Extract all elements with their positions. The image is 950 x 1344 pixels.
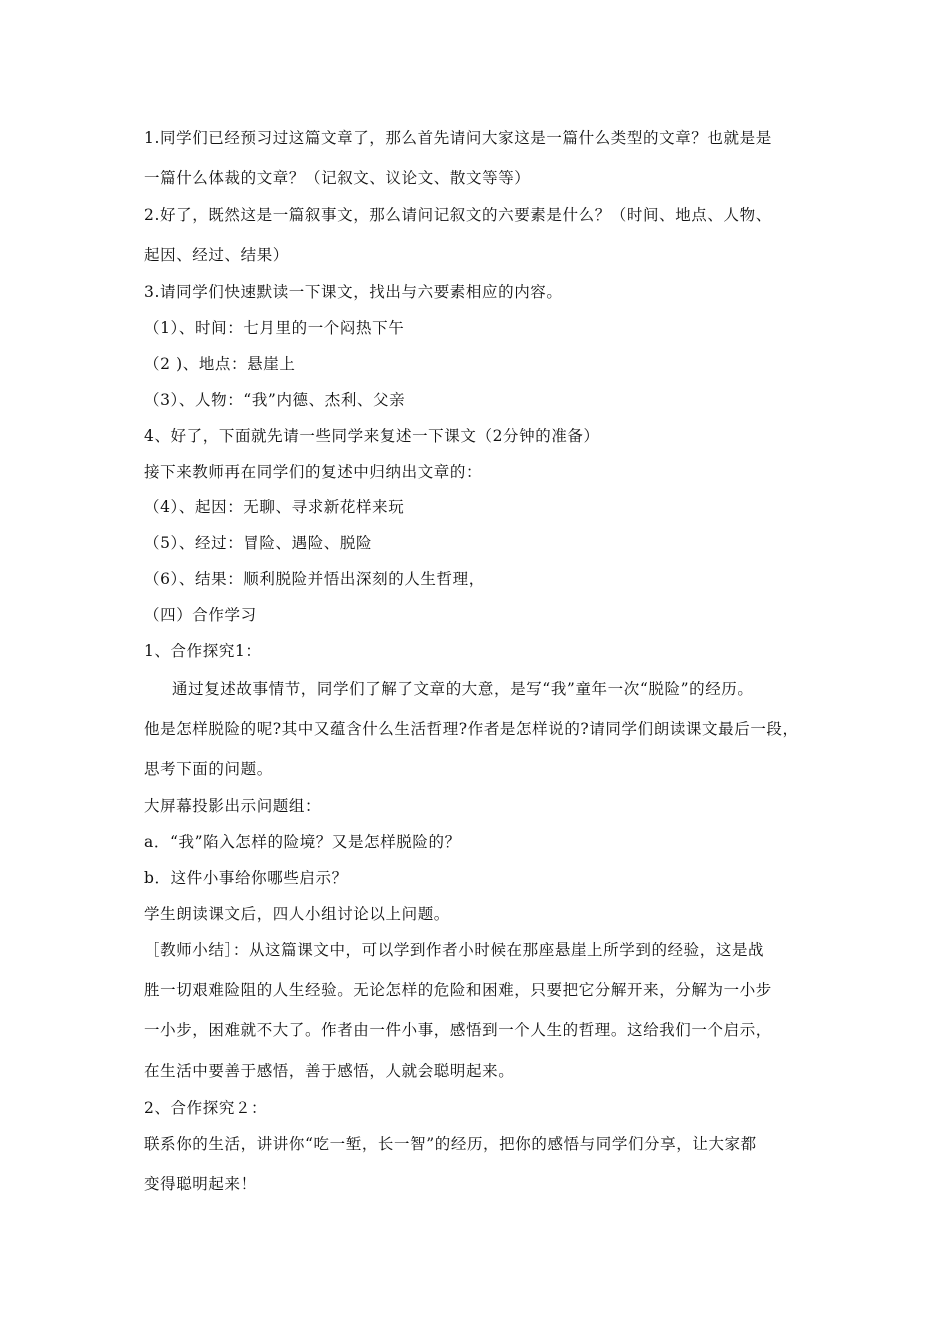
text-line: 学生朗读课文后，四人小组讨论以上问题。 xyxy=(144,905,450,923)
text-line: 2、合作探究２： xyxy=(144,1099,268,1117)
text-line: 胜一切艰难险阻的人生经验。无论怎样的危险和困难，只要把它分解开来，分解为一小步 xyxy=(144,981,772,999)
text-line: 接下来教师再在同学们的复述中归纳出文章的： xyxy=(144,463,483,481)
text-line: 联系你的生活，讲讲你“吃一堑，长一智”的经历，把你的感悟与同学们分享，让大家都 xyxy=(144,1135,757,1153)
text-line: 1、合作探究1： xyxy=(144,642,262,660)
text-line: 通过复述故事情节，同学们了解了文章的大意，是写“我”童年一次“脱险”的经历。 xyxy=(172,680,754,698)
text-line: 起因、经过、结果） xyxy=(144,246,289,264)
text-line: 变得聪明起来！ xyxy=(144,1175,257,1193)
text-line: a．“我”陷入怎样的险境？又是怎样脱险的？ xyxy=(144,833,461,851)
text-line: ［教师小结］：从这篇课文中，可以学到作者小时候在那座悬崖上所学到的经验，这是战 xyxy=(144,941,765,959)
text-line: b．这件小事给你哪些启示？ xyxy=(144,869,348,887)
text-line: 他是怎样脱险的呢?其中又蕴含什么生活哲理?作者是怎样说的?请同学们朗读课文最后一段， xyxy=(144,720,799,738)
text-line: （1）、时间：七月里的一个闷热下午 xyxy=(144,319,405,337)
text-line: 一小步，困难就不大了。作者由一件小事，感悟到一个人生的哲理。这给我们一个启示， xyxy=(144,1021,772,1039)
text-line: （5）、经过：冒险、遇险、脱险 xyxy=(144,534,373,552)
text-line: 一篇什么体裁的文章？（记叙文、议论文、散文等等） xyxy=(144,169,531,187)
text-line: 在生活中要善于感悟，善于感悟，人就会聪明起来。 xyxy=(144,1062,515,1080)
text-line: （4）、起因：无聊、寻求新花样来玩 xyxy=(144,498,405,516)
text-line: （3）、人物：“我”内德、杰利、父亲 xyxy=(144,391,406,409)
text-line: 思考下面的问题。 xyxy=(144,760,273,778)
text-line: 1.同学们已经预习过这篇文章了，那么首先请问大家这是一篇什么类型的文章？也就是是 xyxy=(144,129,772,147)
text-line: （2 )、地点：悬崖上 xyxy=(144,355,296,373)
section-heading: （四）合作学习 xyxy=(144,606,257,624)
text-line: 3.请同学们快速默读一下课文，找出与六要素相应的内容。 xyxy=(144,283,563,301)
text-line: 大屏幕投影出示问题组： xyxy=(144,797,322,815)
text-line: 4、好了，下面就先请一些同学来复述一下课文（2分钟的准备） xyxy=(144,427,600,445)
text-line: 2.好了，既然这是一篇叙事文，那么请问记叙文的六要素是什么？（时间、地点、人物、 xyxy=(144,206,772,224)
text-line: （6）、结果：顺利脱险并悟出深刻的人生哲理， xyxy=(144,570,485,588)
